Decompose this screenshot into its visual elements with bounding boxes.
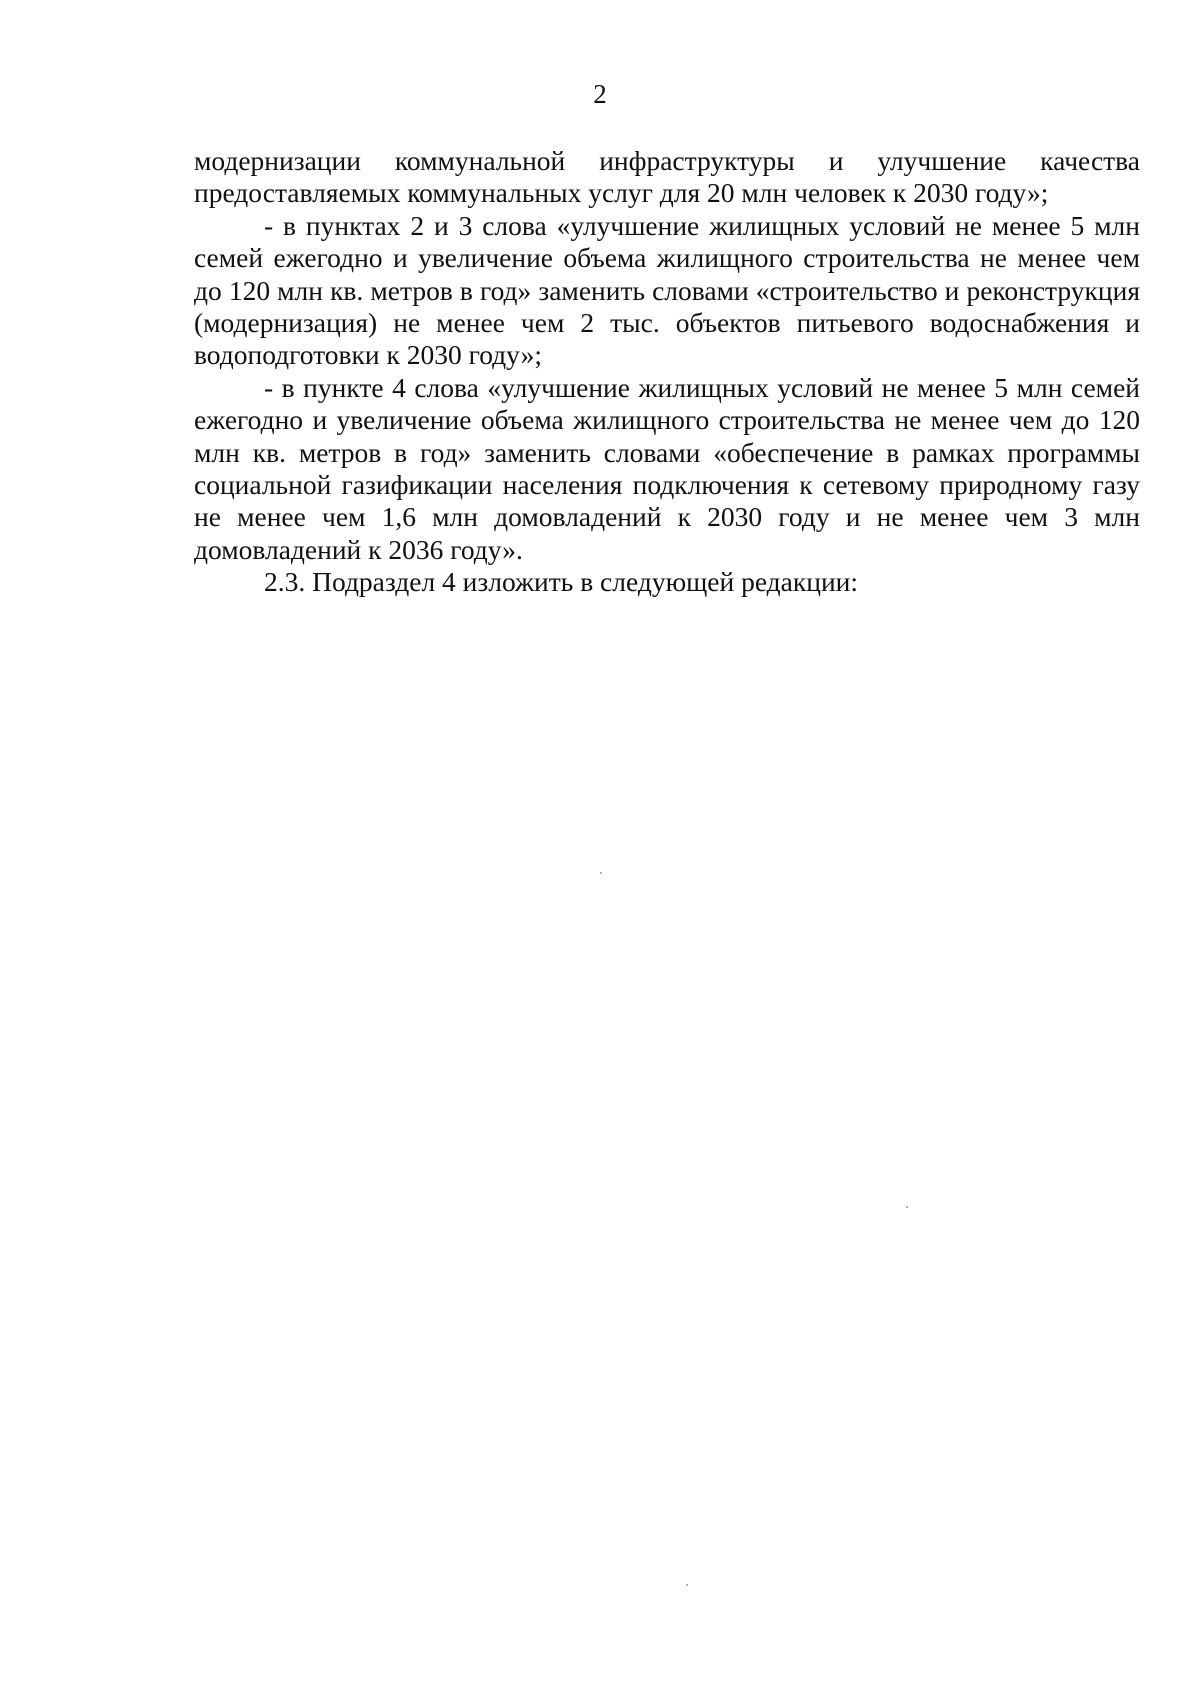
paragraph-amendment-point-4: - в пункте 4 слова «улучшение жилищных условий не менее 5 млн семей ежегодно и увеличение объема жилищного строительства не менее чем до 120 млн кв. метров в год» заменить словами «обеспечение в рамках программы социальной газификации населения подключения к сетевому природному газу не менее чем 1,6 млн домовладений к 2030 году и не менее чем 3 млн домовладений к 2036 году». (194, 371, 1140, 565)
scan-speck (906, 1206, 908, 1208)
paragraph-subsection-4: 2.3. Подраздел 4 изложить в следующей редакции: (264, 566, 859, 598)
scan-speck (600, 872, 602, 874)
document-body (194, 145, 1140, 599)
paragraph-amendment-points-2-3: - в пунктах 2 и 3 слова «улучшение жилищных условий не менее 5 млн семей ежегодно и увеличение объема жилищного строительства не менее чем до 120 млн кв. метров в год» заменить словами «строительство и реконструкция (модернизация) не менее чем 2 тыс. объектов питьевого водоснабжения и водоподготовки к 2030 году»; (194, 209, 1140, 371)
paragraph-continuation: модернизации коммунальной инфраструктуры и улучшение качества предоставляемых коммунальных услуг для 20 млн человек к 2030 году»; (194, 145, 1140, 209)
page-number: 2 (593, 79, 607, 109)
scan-speck (686, 1584, 688, 1586)
